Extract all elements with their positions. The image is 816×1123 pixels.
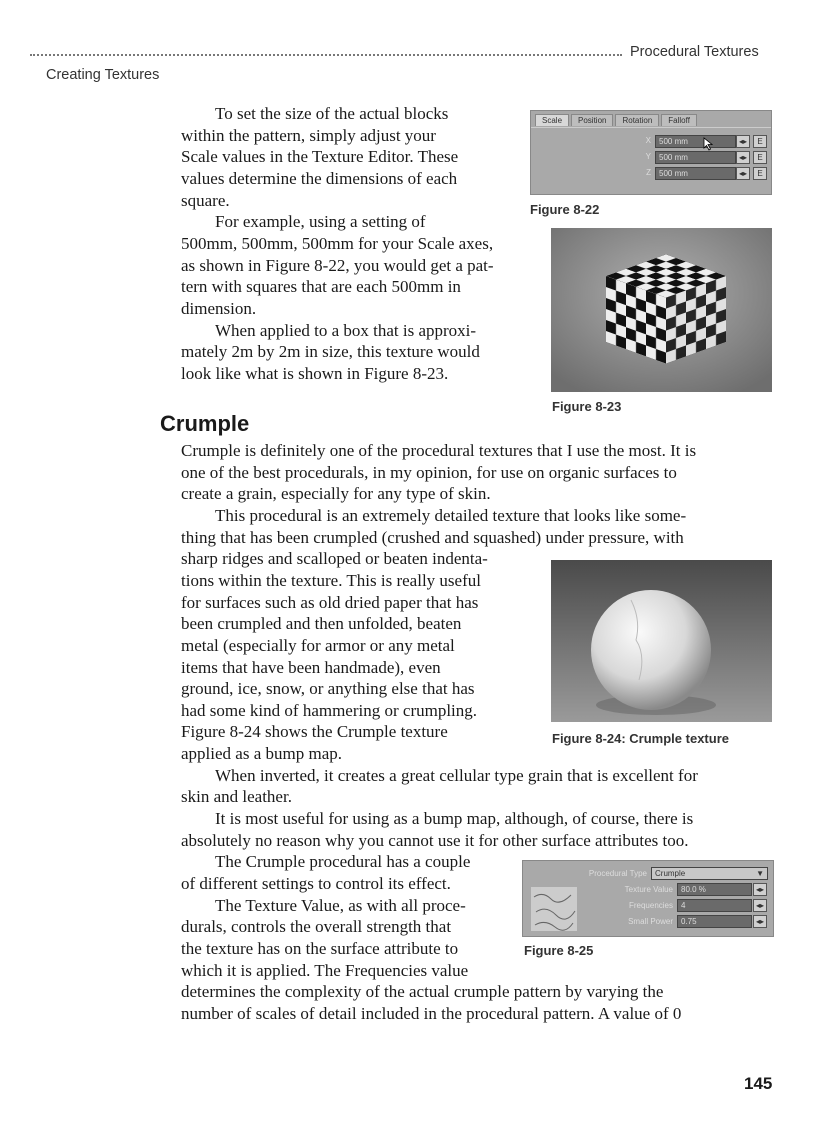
- text-line: number of scales of detail included in the procedural pattern. A value of 0: [181, 1003, 682, 1023]
- text-line: mately 2m by 2m in size, this texture would: [181, 342, 480, 362]
- text-line: items that have been handmade), even: [181, 657, 441, 677]
- scale-x-drag-icon[interactable]: ◂▸: [736, 135, 750, 148]
- running-header-section: Procedural Textures: [630, 44, 759, 60]
- text-line: To set the size of the actual blocks: [215, 104, 449, 123]
- tab-scale[interactable]: Scale: [535, 114, 569, 126]
- scale-y-envelope-button[interactable]: E: [753, 151, 767, 164]
- scale-y-drag-icon[interactable]: ◂▸: [736, 151, 750, 164]
- text-line: When inverted, it creates a great cellular type grain that is excellent for: [215, 765, 698, 785]
- text-line: thing that has been crumpled (crushed and squashed) under pressure, with: [181, 527, 684, 547]
- figure-caption: Figure 8-23: [552, 399, 622, 414]
- text-line: 500mm, 500mm, 500mm for your Scale axes,: [181, 233, 494, 253]
- axis-label-x: X: [645, 136, 651, 145]
- text-line: the texture has on the surface attribute to: [181, 938, 459, 958]
- text-line: within the pattern, simply adjust your: [181, 125, 436, 145]
- tab-falloff[interactable]: Falloff: [661, 114, 697, 126]
- tab-position[interactable]: Position: [571, 114, 613, 126]
- procedural-type-label: Procedural Type: [588, 869, 647, 878]
- procedural-type-value: Crumple: [655, 869, 686, 878]
- dropdown-arrow-icon: ▼: [756, 869, 764, 878]
- header-dot-leader: [30, 44, 622, 56]
- text-line: skin and leather.: [181, 787, 292, 807]
- text-line: ground, ice, snow, or anything else that has: [181, 679, 475, 699]
- text-line: one of the best procedurals, in my opinion, for use on organic surfaces to: [181, 462, 677, 482]
- text-line: Figure 8-24 shows the Crumple texture: [181, 722, 448, 742]
- figure-caption: Figure 8-24: Crumple texture: [552, 731, 729, 746]
- texture-preview-thumbnail: [531, 887, 577, 931]
- scale-settings-panel: [530, 110, 772, 195]
- scale-y-input[interactable]: 500 mm: [655, 151, 736, 164]
- text-line: For example, using a setting of: [215, 212, 426, 232]
- texture-value-drag-icon[interactable]: ◂▸: [753, 883, 767, 896]
- text-line: square.: [181, 190, 230, 210]
- crumple-settings-panel: [522, 860, 774, 937]
- small-power-drag-icon[interactable]: ◂▸: [753, 915, 767, 928]
- text-line: had some kind of hammering or crumpling.: [181, 700, 478, 720]
- section-heading: Crumple: [160, 411, 250, 436]
- axis-label-z: Z: [646, 168, 651, 177]
- text-line: for surfaces such as old dried paper that has: [181, 592, 479, 612]
- text-line: It is most useful for using as a bump map, although, of course, there is: [215, 809, 694, 829]
- scale-x-envelope-button[interactable]: E: [753, 135, 767, 148]
- text-line: applied as a bump map.: [181, 744, 342, 764]
- scale-z-envelope-button[interactable]: E: [753, 167, 767, 180]
- text-line: tions within the texture. This is really useful: [181, 570, 481, 590]
- text-line: been crumpled and then unfolded, beaten: [181, 614, 462, 634]
- text-line: Crumple is definitely one of the procedural textures that I use the most. It is: [181, 441, 697, 460]
- text-line: which it is applied. The Frequencies value: [181, 960, 469, 980]
- mouse-cursor-icon: [703, 137, 713, 151]
- text-line: look like what is shown in Figure 8-23.: [181, 363, 449, 383]
- procedural-type-select[interactable]: [651, 867, 768, 880]
- text-line: values determine the dimensions of each: [181, 168, 458, 188]
- axis-label-y: Y: [645, 152, 651, 161]
- figure-caption: Figure 8-22: [530, 202, 600, 217]
- running-header-chapter: Creating Textures: [46, 67, 160, 83]
- text-line: The Crumple procedural has a couple: [215, 852, 471, 872]
- text-line: This procedural is an extremely detailed texture that looks like some-: [215, 505, 687, 525]
- tab-bar: [535, 114, 699, 126]
- text-line: sharp ridges and scalloped or beaten indenta-: [181, 549, 488, 569]
- text-line: When applied to a box that is approxi-: [215, 320, 477, 340]
- text-line: The Texture Value, as with all proce-: [215, 895, 466, 915]
- texture-value-label: Texture Value: [624, 885, 673, 894]
- text-line: as shown in Figure 8-22, you would get a pat-: [181, 255, 494, 275]
- text-line: durals, controls the overall strength that: [181, 917, 452, 937]
- scale-z-drag-icon[interactable]: ◂▸: [736, 167, 750, 180]
- figure-caption: Figure 8-25: [524, 943, 594, 958]
- scale-z-input[interactable]: 500 mm: [655, 167, 736, 180]
- text-line: absolutely no reason why you cannot use it for other surface attributes too.: [181, 830, 689, 850]
- text-line: Scale values in the Texture Editor. These: [181, 147, 459, 167]
- frequencies-label: Frequencies: [628, 901, 673, 910]
- small-power-label: Small Power: [628, 917, 673, 926]
- scale-x-input[interactable]: 500 mm: [655, 135, 736, 148]
- frequencies-drag-icon[interactable]: ◂▸: [753, 899, 767, 912]
- page-number: 145: [744, 1074, 773, 1093]
- texture-value-input[interactable]: 80.0 %: [677, 883, 752, 896]
- text-line: of different settings to control its effect.: [181, 874, 451, 893]
- tab-rotation[interactable]: Rotation: [615, 114, 659, 126]
- frequencies-input[interactable]: 4: [677, 899, 752, 912]
- checkered-cube-render: [551, 228, 772, 392]
- text-line: determines the complexity of the actual crumple pattern by varying the: [181, 982, 664, 1002]
- small-power-input[interactable]: 0.75: [677, 915, 752, 928]
- text-line: metal (especially for armor or any metal: [181, 635, 455, 655]
- crumple-sphere-render: [551, 560, 772, 722]
- text-line: dimension.: [181, 298, 257, 318]
- text-line: tern with squares that are each 500mm in: [181, 277, 461, 297]
- text-line: create a grain, especially for any type of skin.: [181, 484, 491, 504]
